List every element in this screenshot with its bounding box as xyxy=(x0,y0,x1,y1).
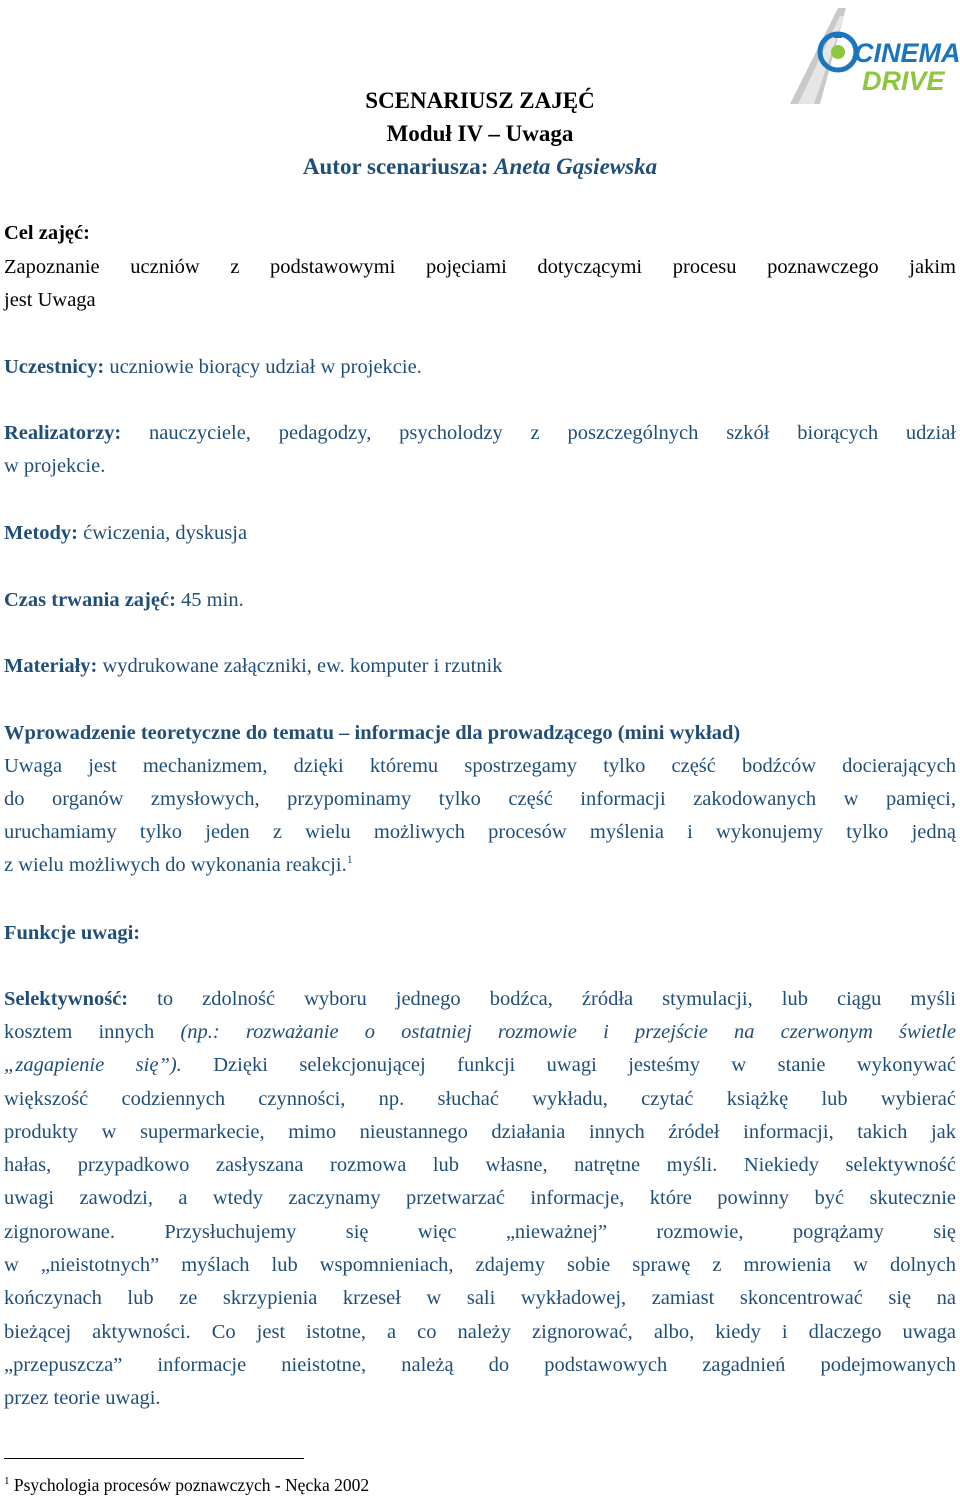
implementers-line xyxy=(4,417,956,450)
selectivity-line xyxy=(4,983,956,1016)
duration-label: Czas trwania zajęć: xyxy=(4,589,176,611)
implementers-line: w projekcie. xyxy=(4,455,106,477)
selectivity-text: to zdolność wyboru jednego bodźca, źródła stymulacji, lub ciągu myśli xyxy=(128,988,956,1010)
selectivity-line: kończynach lub ze skrzypienia krzeseł w sali wykładowej, zamiast skoncentrować się na xyxy=(4,1287,956,1309)
logo-top-text: CINEMA xyxy=(854,38,960,68)
footnote xyxy=(4,1471,369,1499)
footnote-number: 1 xyxy=(4,1475,10,1487)
selectivity-label: Selektywność: xyxy=(4,988,129,1010)
goal-text-line: jest Uwaga xyxy=(4,289,96,311)
participants-line xyxy=(4,351,956,384)
selectivity-line xyxy=(4,1016,956,1049)
author-name: Aneta Gąsiewska xyxy=(494,154,658,179)
author-label: Autor scenariusza: xyxy=(302,154,495,179)
document-title: SCENARIUSZ ZAJĘĆ xyxy=(365,88,595,113)
selectivity-line: produkty w supermarkecie, mimo nieustannego działania innych źródeł informacji, takich jak xyxy=(4,1121,956,1143)
selectivity-example: „zagapienie się”). xyxy=(4,1054,182,1076)
selectivity-line: hałas, przypadkowo zasłyszana rozmowa lub własne, natrętne myśli. Niekiedy selektywność xyxy=(4,1154,956,1176)
duration-text: 45 min. xyxy=(175,589,244,611)
functions-heading: Funkcje uwagi: xyxy=(4,922,141,944)
intro-line: Uwaga jest mechanizmem, dzięki któremu spostrzegamy tylko część bodźców docierających xyxy=(4,755,956,777)
methods-label: Metody: xyxy=(4,522,79,544)
goal-label: Cel zajęć: xyxy=(4,222,90,244)
selectivity-line: „przepuszcza” informacje nieistotne, należą do podstawowych zagadnień podejmowanych xyxy=(4,1354,956,1376)
selectivity-line: większość codziennych czynności, np. słuchać wykładu, czytać książkę lub wybierać xyxy=(4,1088,956,1110)
materials-text: wydrukowane załączniki, ew. komputer i rzutnik xyxy=(97,655,503,677)
implementers-label: Realizatorzy: xyxy=(4,422,122,444)
methods-text: ćwiczenia, dyskusja xyxy=(78,522,248,544)
intro-line: do organów zmysłowych, przypominamy tylko część informacji zakodowanych w pamięci, xyxy=(4,788,956,810)
selectivity-line xyxy=(4,1049,956,1082)
intro-line: uruchamiamy tylko jeden z wielu możliwych procesów myślenia i wykonujemy tylko jedną xyxy=(4,821,956,843)
duration-line xyxy=(4,584,956,617)
module-title: Moduł IV – Uwaga xyxy=(386,121,574,146)
logo-bottom-text: DRIVE xyxy=(862,66,945,96)
selectivity-example: (np.: rozważanie o ostatniej rozmowie i przejście na czerwonym świetle xyxy=(180,1021,956,1043)
intro-line xyxy=(4,849,956,882)
selectivity-line: zignorowane. Przysłuchujemy się więc „nieważnej” rozmowie, pogrążamy się xyxy=(4,1221,956,1243)
selectivity-line: bieżącej aktywności. Co jest istotne, a co należy zignorować, albo, kiedy i dlaczego uwaga xyxy=(4,1321,956,1343)
footnote-separator xyxy=(4,1458,304,1459)
selectivity-line: w „nieistotnych” myślach lub wspomnieniach, zdajemy sobie sprawę z mrowienia w dolnych xyxy=(4,1254,956,1276)
selectivity-line: uwagi zawodzi, a wtedy zaczynamy przetwarzać informacje, które powinny być skutecznie xyxy=(4,1187,956,1209)
participants-text: uczniowie biorący udział w projekcie. xyxy=(104,356,422,378)
author-line xyxy=(0,150,960,184)
selectivity-line: przez teorie uwagi. xyxy=(4,1387,161,1409)
materials-line xyxy=(4,650,956,683)
methods-line xyxy=(4,517,956,550)
footnote-text: Psychologia procesów poznawczych - Nęcka 2002 xyxy=(9,1475,370,1495)
materials-label: Materiały: xyxy=(4,655,98,677)
goal-text-line: Zapoznanie uczniów z podstawowymi pojęciami dotyczącymi procesu poznawczego jakim xyxy=(4,256,956,278)
footnote-reference: 1 xyxy=(346,852,353,866)
implementers-text: nauczyciele, pedagodzy, psycholodzy z poszczególnych szkół biorących udział xyxy=(121,422,956,444)
selectivity-text: Dzięki selekcjonującej funkcji uwagi jesteśmy w stanie wykonywać xyxy=(181,1054,956,1076)
intro-heading: Wprowadzenie teoretyczne do tematu – informacje dla prowadzącego (mini wykład) xyxy=(4,722,741,744)
participants-label: Uczestnicy: xyxy=(4,356,105,378)
selectivity-text: kosztem innych xyxy=(4,1021,181,1043)
intro-last-text: z wielu możliwych do wykonania reakcji. xyxy=(4,854,347,876)
